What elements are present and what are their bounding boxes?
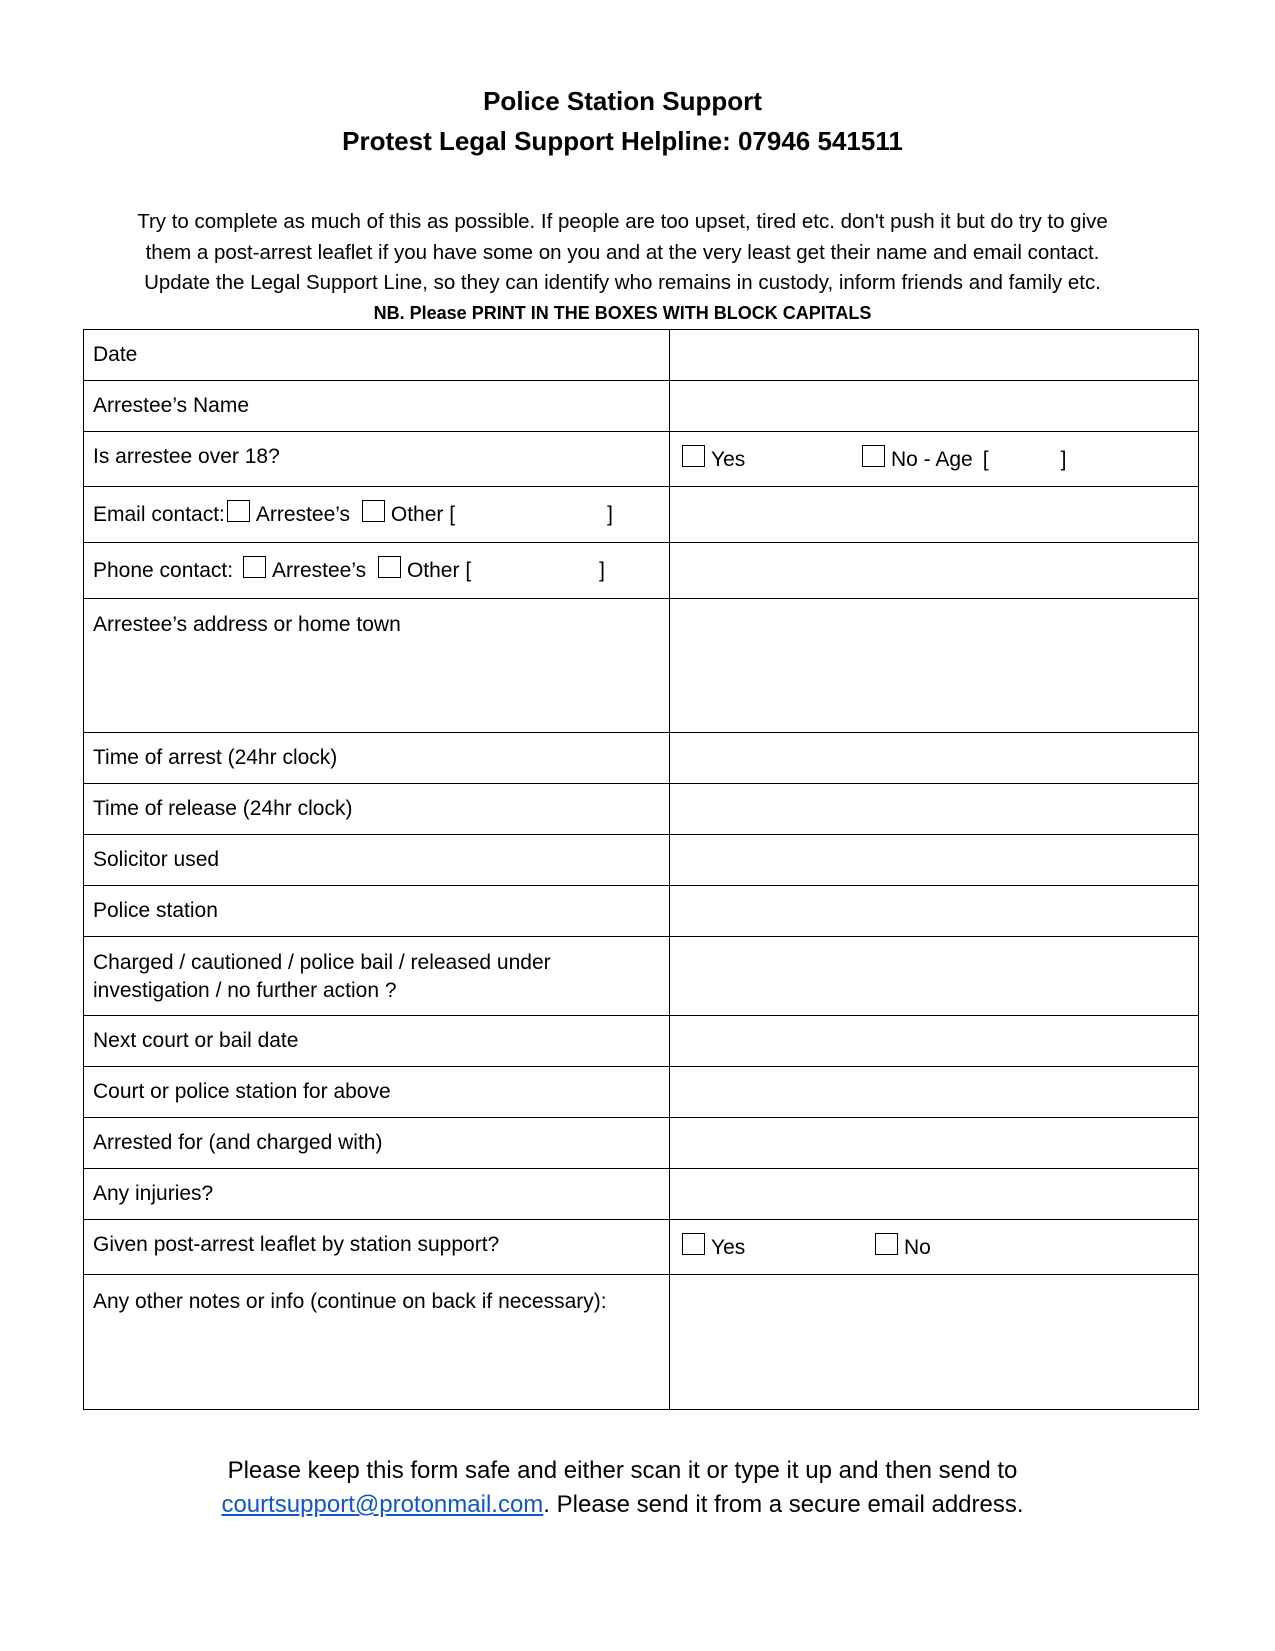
checkbox-icon[interactable] [682,445,705,467]
instructions-line-2: them a post-arrest leaflet if you have some on you and at the very least get their name and email contact. [145,240,1100,264]
checkbox-icon[interactable] [682,1233,705,1255]
over-18-yes-option[interactable]: Yes [682,448,745,471]
leaflet-label: Given post-arrest leaflet by station support? [84,1220,670,1275]
helpline-heading: Protest Legal Support Helpline: 07946 541511 [342,126,903,156]
next-date-field[interactable] [670,1016,1199,1067]
time-of-release-label: Time of release (24hr clock) [84,784,670,835]
address-label: Arrestee’s address or home town [84,599,670,733]
instructions-line-3: Update the Legal Support Line, so they can identify who remains in custody, inform friends and family etc. [144,271,1101,294]
date-field[interactable] [670,330,1199,381]
arrested-for-field[interactable] [670,1118,1199,1169]
notes-label: Any other notes or info (continue on back if necessary): [84,1275,670,1410]
checkbox-icon[interactable] [362,500,385,522]
leaflet-options [670,1220,1199,1275]
solicitor-label: Solicitor used [84,835,670,886]
page-title: Police Station Support [483,86,762,116]
court-support-email-link[interactable]: courtsupport@protonmail.com [221,1491,544,1518]
instructions [60,207,1185,299]
next-date-label: Next court or bail date [84,1016,670,1067]
checkbox-icon[interactable] [243,556,266,578]
court-station-label: Court or police station for above [84,1067,670,1118]
solicitor-field[interactable] [670,835,1199,886]
leaflet-no-option[interactable]: No [875,1233,931,1262]
date-label: Date [84,330,670,381]
outcome-field[interactable] [670,937,1199,1016]
arrested-for-label: Arrested for (and charged with) [84,1118,670,1169]
phone-field[interactable] [670,543,1199,599]
outcome-label: Charged / cautioned / police bail / released under investigation / no further action ? [84,937,670,1016]
address-field[interactable] [670,599,1199,733]
time-of-arrest-field[interactable] [670,733,1199,784]
injuries-label: Any injuries? [84,1169,670,1220]
police-station-field[interactable] [670,886,1199,937]
police-station-label: Police station [84,886,670,937]
footer-line-1: Please keep this form safe and either scan it or type it up and then send to [227,1457,1018,1484]
court-station-field[interactable] [670,1067,1199,1118]
email-field[interactable] [670,487,1199,543]
over-18-no-option[interactable]: No - Age [ ] [862,445,1066,474]
footer-line-2: courtsupport@protonmail.com. Please send it from a secure email address. [221,1491,1024,1518]
checkbox-icon[interactable] [227,500,250,522]
over-18-label: Is arrestee over 18? [84,432,670,487]
injuries-field[interactable] [670,1169,1199,1220]
block-capitals-notice: NB. Please PRINT IN THE BOXES WITH BLOCK CAPITALS [373,303,872,323]
over-18-options [670,432,1199,487]
instructions-line-1: Try to complete as much of this as possible. If people are too upset, tired etc. don't push it but do try to give [137,210,1108,233]
notes-field[interactable] [670,1275,1199,1410]
phone-contact-label: Phone contact: Arrestee’s Other [ ] [84,543,670,599]
checkbox-icon[interactable] [378,556,401,578]
checkbox-icon[interactable] [862,445,885,467]
support-form-table [83,329,1199,1410]
checkbox-icon[interactable] [875,1233,898,1255]
leaflet-yes-option[interactable]: Yes [682,1236,745,1259]
name-field[interactable] [670,381,1199,432]
name-label: Arrestee’s Name [84,381,670,432]
email-contact-label: Email contact: Arrestee’s Other [ ] [84,487,670,543]
footer-instructions [0,1454,1245,1522]
time-of-arrest-label: Time of arrest (24hr clock) [84,733,670,784]
time-of-release-field[interactable] [670,784,1199,835]
